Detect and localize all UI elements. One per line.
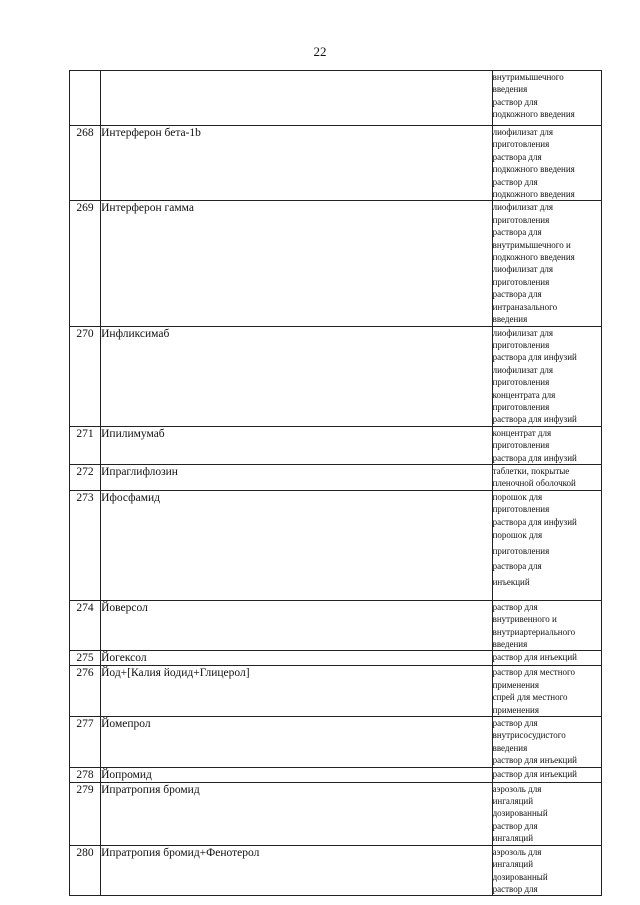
- dosage-form-line: аэрозоль для: [492, 783, 542, 794]
- dosage-form-line: внутримышечного: [492, 72, 564, 82]
- dosage-form-line: введения: [492, 314, 528, 325]
- dosage-form-line: спрей для местного: [492, 692, 568, 703]
- dosage-form-line: раствора для: [492, 561, 542, 572]
- dosage-form-line: дозированный: [492, 808, 548, 819]
- dosage-form-line: введения: [492, 742, 528, 753]
- dosage-form-line: приготовления: [492, 545, 550, 556]
- row-number: 274: [70, 600, 101, 651]
- dosage-form-line: раствор для: [492, 820, 538, 831]
- dosage-form-line: таблетки, покрытые: [492, 465, 570, 476]
- dosage-form-line: внутриартериального: [492, 626, 576, 637]
- drug-name: Ипилимумаб: [101, 426, 492, 464]
- dosage-form-line: раствор для: [492, 718, 538, 729]
- drug-table: [69, 70, 602, 896]
- dosage-form-cell: [492, 600, 601, 651]
- page-number: 22: [313, 44, 327, 59]
- drug-table-body: [70, 71, 602, 896]
- table-row: [70, 426, 602, 464]
- table-row: [70, 600, 602, 651]
- dosage-form-line: порошок для: [492, 491, 543, 502]
- row-number: 269: [70, 201, 101, 326]
- drug-name: Йогексол: [101, 651, 492, 666]
- dosage-form-line: приготовления: [492, 504, 550, 515]
- table-row: [70, 767, 602, 782]
- dosage-form-line: внутрисосудистого: [492, 730, 566, 741]
- row-number: 280: [70, 845, 101, 896]
- dosage-form-line: приготовления: [492, 214, 550, 225]
- table-row: [70, 464, 602, 490]
- drug-name: Йод+[Калия йодид+Глицерол]: [101, 666, 492, 717]
- dosage-form-line: лиофилизат для: [492, 202, 554, 213]
- table-row: [70, 717, 602, 768]
- drug-name: Йопромид: [101, 767, 492, 782]
- dosage-form-line: приготовления: [492, 377, 550, 388]
- dosage-form-line: введения: [492, 84, 528, 95]
- drug-name: Интерферон гамма: [101, 201, 492, 326]
- dosage-form-line: раствор для местного: [492, 667, 576, 678]
- drug-name: [101, 71, 492, 126]
- table-row: [70, 782, 602, 845]
- row-number: 270: [70, 326, 101, 426]
- dosage-form-line: лиофилизат для: [492, 264, 554, 275]
- dosage-form-line: порошок для: [492, 530, 543, 540]
- dosage-form-line: раствора для инфузий: [492, 516, 577, 527]
- dosage-form-line: ингаляций: [492, 796, 534, 807]
- row-number: 278: [70, 767, 101, 782]
- dosage-form-cell: [492, 126, 601, 201]
- dosage-form-line: концентрата для: [492, 389, 556, 400]
- dosage-form-line: раствора для: [492, 289, 542, 300]
- drug-name: Ифосфамид: [101, 490, 492, 600]
- dosage-form-line: подкожного введения: [492, 109, 575, 120]
- row-number: 277: [70, 717, 101, 768]
- dosage-form-line: раствора для инфузий: [492, 352, 577, 363]
- table-row: [70, 326, 602, 426]
- table-row: [70, 651, 602, 666]
- dosage-form-line: лиофилизат для: [492, 327, 554, 338]
- dosage-form-cell: [492, 717, 601, 768]
- row-number: 272: [70, 464, 101, 490]
- dosage-form-line: раствор для: [492, 96, 538, 107]
- dosage-form-line: приготовления: [492, 401, 550, 412]
- dosage-form-cell: [492, 426, 601, 464]
- dosage-form-line: приготовления: [492, 276, 550, 287]
- drug-name: Ипратропия бромид+Фенотерол: [101, 845, 492, 896]
- dosage-form-cell: [492, 490, 601, 600]
- dosage-form-cell: [492, 651, 601, 666]
- dosage-form-line: раствор для инъекций: [492, 652, 578, 663]
- dosage-form-line: применения: [492, 679, 539, 690]
- dosage-form-line: приготовления: [492, 339, 550, 350]
- dosage-form-line: раствора для инфузий: [492, 414, 577, 425]
- dosage-form-line: раствора для: [492, 151, 542, 162]
- dosage-form-line: раствора для: [492, 227, 542, 238]
- dosage-form-cell: [492, 464, 601, 490]
- dosage-form-line: концентрат для: [492, 427, 552, 438]
- table-row: [70, 490, 602, 600]
- dosage-form-line: приготовления: [492, 139, 550, 150]
- table-row: [70, 845, 602, 896]
- table-row: [70, 201, 602, 326]
- drug-name: Ипратропия бромид: [101, 782, 492, 845]
- dosage-form-line: применения: [492, 704, 539, 715]
- drug-name: Йомепрол: [101, 717, 492, 768]
- dosage-form-line: подкожного введения: [492, 189, 575, 200]
- dosage-form-line: раствор для инъекций: [492, 768, 578, 779]
- dosage-form-line: пленочной оболочкой: [492, 478, 576, 489]
- dosage-form-cell: [492, 666, 601, 717]
- drug-name: Йоверсол: [101, 600, 492, 651]
- dosage-form-cell: [492, 845, 601, 896]
- dosage-form-line: приготовления: [492, 440, 550, 451]
- dosage-form-line: подкожного введения: [492, 164, 575, 175]
- dosage-form-line: внутримышечного и: [492, 239, 571, 250]
- dosage-form-line: введения: [492, 639, 528, 649]
- drug-name: Ипраглифлозин: [101, 464, 492, 490]
- dosage-form-line: лиофилизат для: [492, 364, 554, 375]
- drug-name: Инфликсимаб: [101, 326, 492, 426]
- row-number: [70, 71, 101, 126]
- dosage-form-line: подкожного введения: [492, 252, 575, 263]
- dosage-form-line: ингаляций: [492, 833, 534, 844]
- dosage-form-line: дозированный: [492, 871, 548, 882]
- row-number: 273: [70, 490, 101, 600]
- drug-name: Интерферон бета-1b: [101, 126, 492, 201]
- row-number: 279: [70, 782, 101, 845]
- dosage-form-line: интраназального: [492, 301, 558, 312]
- row-number: 271: [70, 426, 101, 464]
- dosage-form-cell: [492, 201, 601, 326]
- table-row: [70, 71, 602, 126]
- dosage-form-line: инъекций: [492, 576, 530, 587]
- dosage-form-line: аэрозоль для: [492, 846, 542, 857]
- dosage-form-cell: [492, 782, 601, 845]
- dosage-form-line: раствор для: [492, 176, 538, 187]
- row-number: 268: [70, 126, 101, 201]
- dosage-form-line: раствор для: [492, 601, 538, 612]
- table-row: [70, 666, 602, 717]
- row-number: 276: [70, 666, 101, 717]
- dosage-form-line: лиофилизат для: [492, 127, 554, 137]
- dosage-form-cell: [492, 767, 601, 782]
- dosage-form-cell: [492, 71, 601, 126]
- row-number: 275: [70, 651, 101, 666]
- table-row: [70, 126, 602, 201]
- dosage-form-line: внутривенного и: [492, 614, 557, 625]
- dosage-form-line: раствора для инфузий: [492, 452, 577, 463]
- dosage-form-line: ингаляций: [492, 859, 534, 870]
- dosage-form-line: раствор для инъекций: [492, 755, 578, 766]
- dosage-form-line: раствор для: [492, 883, 538, 894]
- dosage-form-cell: [492, 326, 601, 426]
